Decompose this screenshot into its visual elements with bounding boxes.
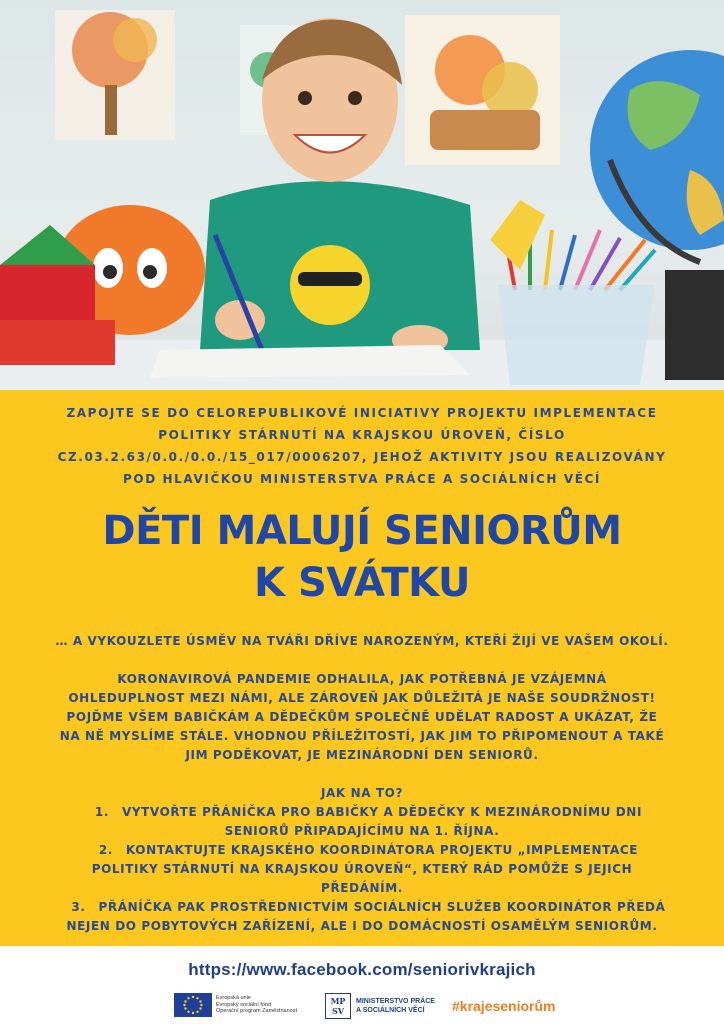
title-line-1: DĚTI MALUJÍ SENIORŮM bbox=[102, 508, 622, 554]
step-text: PŘÁNÍČKA PAK PROSTŘEDNICTVÍM SOCIÁLNÍCH SLUŽEB KOORDINÁTOR PŘEDÁ bbox=[98, 900, 666, 914]
step-number: 3. bbox=[71, 900, 86, 914]
title-line-2: K SVÁTKU bbox=[254, 560, 470, 606]
eu-esf-logo bbox=[174, 993, 297, 1017]
paragraph-line: KORONAVIROVÁ PANDEMIE ODHALILA, JAK POTŘEBNÁ JE VZÁJEMNÁ bbox=[117, 672, 607, 686]
step-text: PŘEDÁNÍM. bbox=[321, 881, 403, 895]
paragraph-line: OHLEDUPLNOST MEZI NÁMI, ALE ZÁROVEŇ JAK DŮLEŽITÁ JE NAŠE SOUDRŽNOST! bbox=[68, 691, 656, 705]
wall-drawing-tree bbox=[55, 10, 175, 140]
logos-bar bbox=[0, 990, 724, 1024]
eu-text-line: Evropská unie bbox=[216, 995, 251, 1002]
paragraph-line: POJĎME VŠEM BABIČKÁM A DĚDEČKŮM SPOLEČNĚ UDĚLAT RADOST A UKÁZAT, ŽE bbox=[66, 710, 658, 724]
eu-text-line: Evropský sociální fond bbox=[216, 1001, 272, 1008]
paragraph-line: NA NĚ MYSLÍME STÁLE. VHODNOU PŘÍLEŽITOSTÍ, JAK JIM TO PŘIPOMENOUT A TAKÉ bbox=[59, 729, 665, 743]
intro-line: POLITIKY STÁRNUTÍ NA KRAJSKOU ÚROVEŇ, ČÍSLO bbox=[158, 428, 566, 442]
step-2 bbox=[18, 841, 706, 860]
step-text: VYTVOŘTE PŘÁNÍČKA PRO BABIČKY A DĚDEČKY K MEZINÁRODNÍMU DNI bbox=[121, 805, 643, 819]
mpsv-text-line: MINISTERSTVO PRÁCE bbox=[356, 998, 435, 1005]
eu-text-line: Operační program Zaměstnanost bbox=[216, 1008, 298, 1015]
step-3 bbox=[18, 898, 706, 917]
mpsv-text-line: A SOCIÁLNÍCH VĚCÍ bbox=[356, 1007, 425, 1014]
eu-flag-icon bbox=[174, 993, 212, 1017]
tagline: … A VYKOUZLETE ÚSMĚV NA TVÁŘI DŘÍVE NAROZENÝM, KTEŘÍ ŽIJÍ VE VAŠEM OKOLÍ. bbox=[55, 634, 669, 648]
intro-line: POD HLAVIČKOU MINISTERSTVA PRÁCE A SOCIÁLNÍCH VĚCÍ bbox=[123, 472, 601, 486]
wall-drawing-basket bbox=[405, 15, 560, 165]
step-1 bbox=[18, 803, 706, 822]
hero-illustration bbox=[0, 0, 724, 390]
intro-line: CZ.03.2.63/0.0./0.0./15_017/0006207, JEHOŽ AKTIVITY JSOU REALIZOVÁNY bbox=[57, 450, 667, 464]
krajeseniorum-logo bbox=[452, 998, 556, 1014]
project-intro bbox=[22, 402, 702, 490]
howto-heading: JAK NA TO? bbox=[320, 786, 404, 800]
facebook-link[interactable]: https://www.facebook.com/seniorivkrajich bbox=[188, 960, 536, 979]
step-number: 2. bbox=[98, 843, 113, 857]
page-title bbox=[40, 505, 684, 609]
mpsv-emblem: MP SV bbox=[325, 993, 351, 1019]
step-text: POLITIKY STÁRNUTÍ NA KRAJSKOU ÚROVEŇ“, KTERÝ RÁD POMŮŽE S JEJICH bbox=[91, 862, 633, 876]
mpsv-logo bbox=[325, 993, 435, 1019]
paragraph-line: JIM PODĚKOVAT, JE MEZINÁRODNÍ DEN SENIORŮ. bbox=[185, 748, 539, 762]
step-number: 1. bbox=[94, 805, 110, 819]
step-text: SENIORŮ PŘIPADAJÍCÍMU NA 1. ŘÍJNA. bbox=[224, 824, 500, 838]
step-text: KONTAKTUJTE KRAJSKÉHO KOORDINÁTORA PROJEKTU „IMPLEMENTACE bbox=[125, 843, 639, 857]
intro-line: ZAPOJTE SE DO CELOREPUBLIKOVÉ INICIATIVY PROJEKTU IMPLEMENTACE bbox=[66, 406, 658, 420]
hero-photo bbox=[0, 0, 724, 390]
step-text: NEJEN DO POBYTOVÝCH ZAŘÍZENÍ, ALE I DO DOMÁCNOSTÍ OSAMĚLÝM SENIORŮM. bbox=[66, 919, 658, 933]
body-text bbox=[18, 632, 706, 936]
krajeseniorum-text: #krajeseniorům bbox=[452, 998, 556, 1014]
